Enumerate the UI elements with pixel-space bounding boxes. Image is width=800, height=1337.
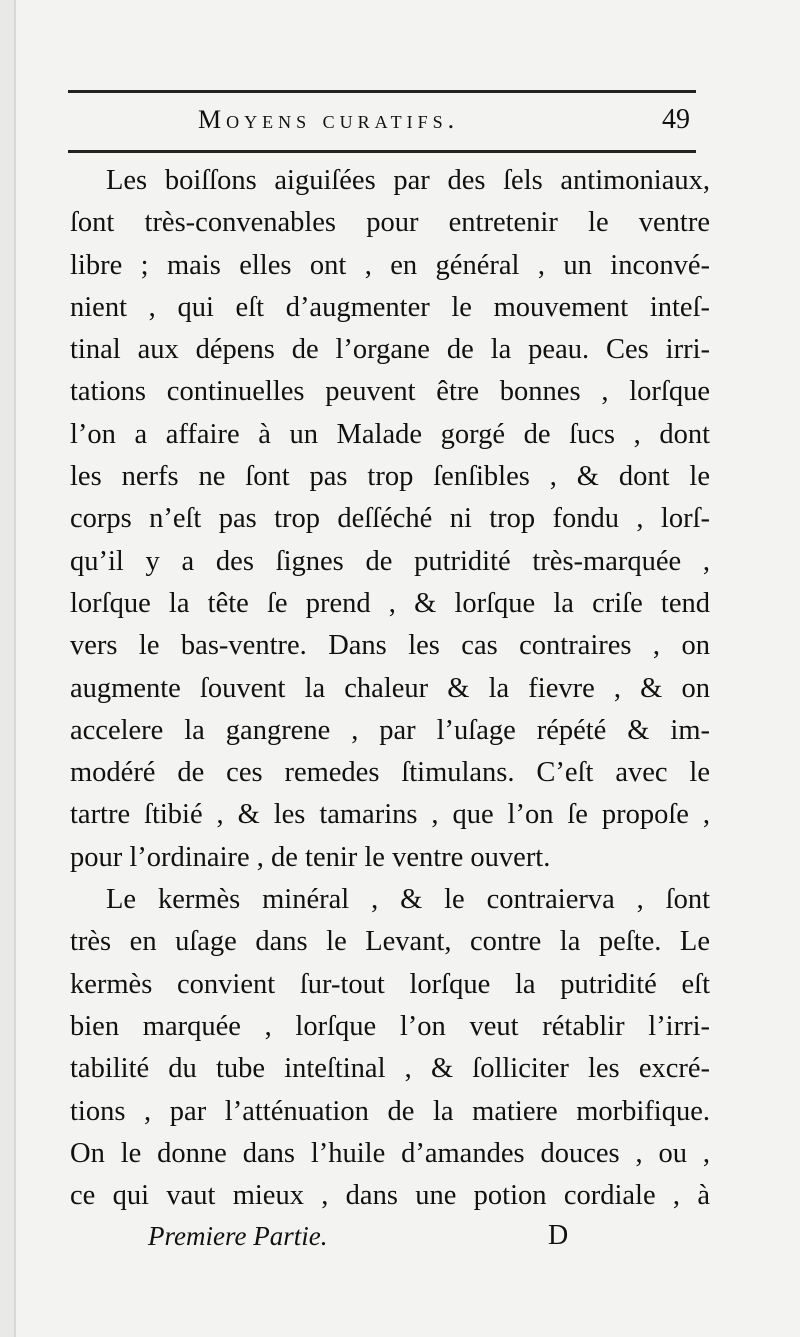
text-line: accelere la gangrene , par l’uſage répété & im- bbox=[70, 714, 710, 746]
text-line: nient , qui eſt d’augmenter le mouvement inteſ- bbox=[70, 291, 710, 323]
signature-mark: D bbox=[548, 1220, 569, 1251]
text-line: vers le bas-ventre. Dans les cas contraires , on bbox=[70, 630, 710, 662]
text-line: l’on a affaire à un Malade gorgé de ſucs , dont bbox=[70, 418, 710, 450]
text-line: Le kermès minéral , & le contraierva , ſont bbox=[106, 884, 710, 916]
page-header bbox=[68, 100, 696, 140]
text-line: ſont très-convenables pour entretenir le ventre bbox=[70, 207, 710, 239]
text-line: corps n’eſt pas trop deſſéché ni trop fondu , lorſ- bbox=[70, 503, 710, 535]
text-line: ce qui vaut mieux , dans une potion cordiale , à bbox=[70, 1180, 710, 1212]
text-line: kermès convient ſur-tout lorſque la putridité eſt bbox=[70, 968, 710, 1000]
text-line: tions , par l’atténuation de la matiere morbifique. bbox=[70, 1095, 710, 1127]
header-rule-top bbox=[68, 90, 696, 93]
text-line: On le donne dans l’huile d’amandes douces , ou , bbox=[70, 1137, 710, 1169]
book-page bbox=[14, 0, 800, 1337]
text-line: pour l’ordinaire , de tenir le ventre ouvert. bbox=[70, 841, 551, 873]
page-number: 49 bbox=[662, 104, 690, 135]
text-line: tartre ſtibié , & les tamarins , que l’on ſe propoſe , bbox=[70, 799, 710, 831]
signature-title: Premiere Partie. bbox=[148, 1221, 328, 1251]
text-line: tations continuelles peuvent être bonnes , lorſque bbox=[70, 376, 710, 408]
page-footer bbox=[68, 1214, 696, 1258]
body-text bbox=[70, 160, 710, 1217]
text-line: Les boiſſons aiguiſées par des ſels antimoniaux, bbox=[106, 165, 710, 196]
text-line: très en uſage dans le Levant, contre la peſte. Le bbox=[70, 926, 710, 958]
header-rule-bottom bbox=[68, 150, 696, 153]
text-line: qu’il y a des ſignes de putridité très-marquée , bbox=[70, 545, 710, 577]
text-line: modéré de ces remedes ſtimulans. C’eſt avec le bbox=[70, 757, 710, 789]
text-line: tabilité du tube inteſtinal , & ſolliciter les excré- bbox=[70, 1053, 710, 1085]
running-title: Moyens curatifs. bbox=[198, 105, 460, 134]
text-line: bien marquée , lorſque l’on veut rétablir l’irri- bbox=[70, 1010, 710, 1042]
text-line: tinal aux dépens de l’organe de la peau. Ces irri- bbox=[70, 334, 710, 366]
text-line: libre ; mais elles ont , en général , un inconvé- bbox=[70, 249, 710, 281]
text-line: les nerfs ne ſont pas trop ſenſibles , & dont le bbox=[70, 461, 710, 493]
text-line: augmente ſouvent la chaleur & la fievre , & on bbox=[70, 672, 710, 704]
text-line: lorſque la tête ſe prend , & lorſque la criſe tend bbox=[70, 587, 710, 619]
